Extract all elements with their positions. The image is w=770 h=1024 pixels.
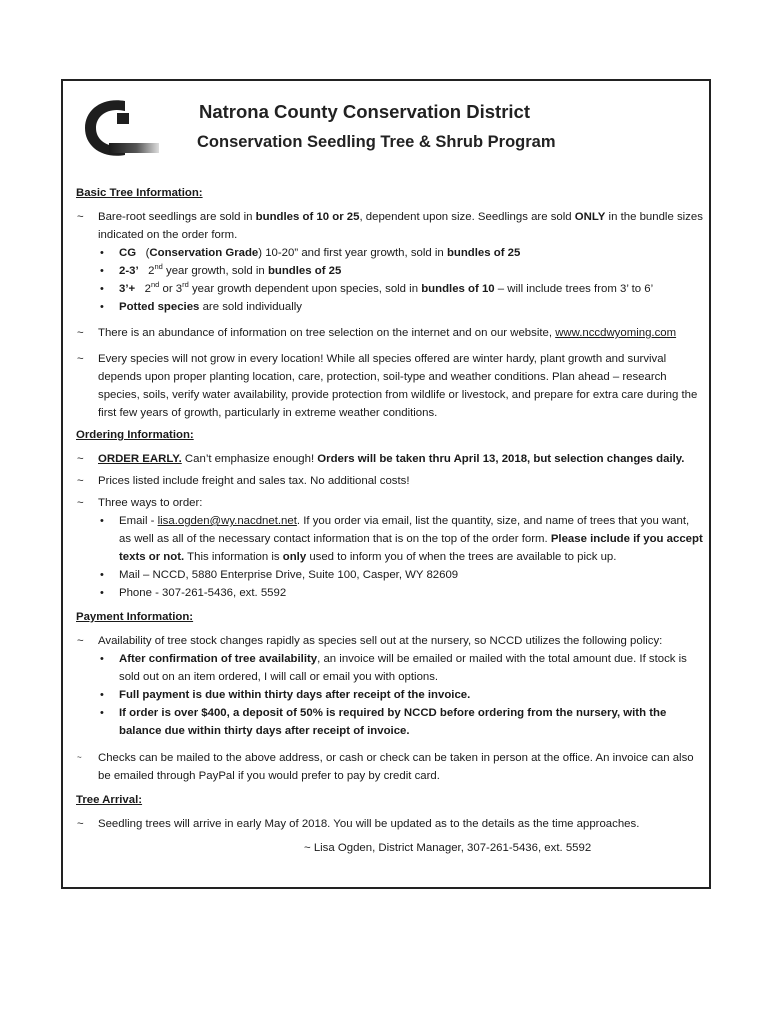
list-item-full-payment <box>98 686 704 704</box>
document-body <box>76 184 704 857</box>
arrival-heading: Tree Arrival: <box>76 794 143 806</box>
bold-text: bundles of 25 <box>267 265 342 277</box>
text: used to inform you of when the trees are available to pick up. <box>306 551 617 563</box>
page-title: Natrona County Conservation District <box>199 101 530 122</box>
payment-item-policy <box>76 632 704 740</box>
bold-text: CG <box>119 247 137 259</box>
bold-text: ORDER EARLY. <box>98 453 182 465</box>
text: Every species will not grow in every location! While all species offered are winter hardy, plant growth and survival depends upon proper planting location, care, protection, soil-type and weather conditions. Plan ahead – research species, soils, verify water availability, provide protection from wildlife or livestock, and prepare for extra care during the first few years of growth, particularly in extreme weather conditions. <box>98 353 698 419</box>
text: Availability of tree stock changes rapidly as species sell out at the nursery, so NCCD utilizes the following policy: <box>98 635 663 647</box>
bold-text: 3’+ <box>119 283 136 295</box>
bold-text: 2-3’ <box>119 265 139 277</box>
list-item-phone <box>98 584 704 602</box>
ordering-item-early <box>76 450 704 468</box>
text: ) 10-20” and first year growth, sold in <box>258 247 447 259</box>
bullet-icon: • <box>100 265 104 277</box>
text: Mail – NCCD, 5880 Enterprise Drive, Suite 100, Casper, WY 82609 <box>119 569 459 581</box>
ncc-logo-c-icon <box>79 95 165 161</box>
text: Seedling trees will arrive in early May of 2018. You will be updated as to the details as the time approaches. <box>98 818 640 830</box>
ordering-item-prices <box>76 472 704 490</box>
text: , dependent upon size. Seedlings are sold <box>359 211 575 223</box>
arrival-item <box>76 815 704 833</box>
bold-text: Conservation Grade <box>149 247 259 259</box>
payment-policy-list <box>98 650 704 740</box>
list-item-3-plus <box>98 280 704 298</box>
bold-text: bundles of 10 <box>421 283 495 295</box>
text: 2 <box>148 265 155 277</box>
bold-text: bundles of 25 <box>446 247 521 259</box>
tilde-marker: ~ <box>77 635 84 647</box>
ordering-item-ways <box>76 494 704 602</box>
text: Checks can be mailed to the above address, or cash or check can be taken in person at the office. An invoice can also be emailed through PayPal if you would prefer to pay by credit card. <box>98 752 694 782</box>
basic-heading: Basic Tree Information: <box>76 187 203 199</box>
tilde-marker: ~ <box>77 453 84 465</box>
tilde-marker: ~ <box>77 211 84 223</box>
bullet-icon: • <box>100 301 104 313</box>
email-link[interactable]: lisa.ogden@wy.nacdnet.net <box>157 515 297 527</box>
basic-item-species <box>76 350 704 422</box>
signature-line: ~ Lisa Ogden, District Manager, 307-261-5436, ext. 5592 <box>304 842 592 854</box>
text: 2 <box>144 283 151 295</box>
bold-text: ONLY <box>574 211 606 223</box>
bullet-icon: • <box>100 515 104 527</box>
tilde-marker: ~ <box>77 753 82 762</box>
list-item-2-3 <box>98 262 704 280</box>
bold-text: If order is over $400, a deposit of 50% is required by NCCD before ordering from the nursery, with the balance due within thirty days after receipt of invoice. <box>119 707 667 737</box>
order-methods-list <box>98 512 704 602</box>
text: Prices listed include freight and sales tax. No additional costs! <box>98 475 410 487</box>
text: This information is <box>184 551 283 563</box>
bold-text: bundles of 10 or 25 <box>255 211 360 223</box>
bold-text: Orders will be taken thru April 13, 2018, but selection changes daily. <box>317 453 685 465</box>
ordering-heading: Ordering Information: <box>76 429 194 441</box>
bold-text: only <box>282 551 307 563</box>
bullet-icon: • <box>100 689 104 701</box>
bullet-icon: • <box>100 587 104 599</box>
list-item-confirmation <box>98 650 704 686</box>
text: nd <box>154 262 163 272</box>
bullet-icon: • <box>100 653 104 665</box>
text: are sold individually <box>199 301 302 313</box>
text: Bare-root seedlings are sold in <box>98 211 256 223</box>
text: , an invoice will be emailed or mailed with the total amount due. If stock is sold out on an item ordered, I will call or email you with options. <box>119 653 687 683</box>
text: Email - <box>119 515 158 527</box>
list-item-deposit <box>98 704 704 740</box>
list-item-potted <box>98 298 704 316</box>
bullet-icon: • <box>100 707 104 719</box>
text: in the bundle sizes indicated on the order form. <box>98 211 703 241</box>
tilde-marker: ~ <box>77 353 84 365</box>
list-item-email <box>98 512 704 566</box>
list-item-mail <box>98 566 704 584</box>
tilde-marker: ~ <box>77 497 84 509</box>
tilde-marker: ~ <box>77 475 84 487</box>
tilde-marker: ~ <box>77 327 84 339</box>
text: Can’t emphasize enough! <box>181 453 318 465</box>
text: year growth, sold in <box>162 265 268 277</box>
payment-item-checks <box>76 749 704 785</box>
list-item-cg <box>98 244 704 262</box>
website-link[interactable]: www.nccdwyoming.com <box>555 327 677 339</box>
text: ( <box>145 247 150 259</box>
text: . If you order via email, list the quantity, size, and name of trees that you want, as well as all of the necessary contact information that is on the top of the order form. <box>119 515 690 545</box>
bullet-icon: • <box>100 283 104 295</box>
size-list <box>98 244 704 316</box>
page-subtitle: Conservation Seedling Tree & Shrub Program <box>197 133 556 151</box>
text: Three ways to order: <box>98 497 203 509</box>
payment-heading: Payment Information: <box>76 611 194 623</box>
basic-item-website <box>76 324 704 342</box>
bold-text: Full payment is due within thirty days after receipt of the invoice. <box>119 689 471 701</box>
bold-text: Potted species <box>119 301 200 313</box>
text: rd <box>182 280 189 290</box>
text: – will include trees from 3’ to 6’ <box>494 283 654 295</box>
basic-item-bundles <box>76 208 704 316</box>
text: or 3 <box>159 283 183 295</box>
bullet-icon: • <box>100 247 104 259</box>
text: year growth dependent upon species, sold in <box>188 283 422 295</box>
text: nd <box>151 280 160 290</box>
text: Phone - 307-261-5436, ext. 5592 <box>119 587 287 599</box>
text: There is an abundance of information on tree selection on the internet and on our website, <box>98 327 556 339</box>
tilde-marker: ~ <box>77 818 84 830</box>
info-sheet-frame <box>61 79 711 889</box>
bold-text: After confirmation of tree availability <box>119 653 318 665</box>
bullet-icon: • <box>100 569 104 581</box>
bold-text: Please include if you accept texts or not. <box>119 533 703 563</box>
